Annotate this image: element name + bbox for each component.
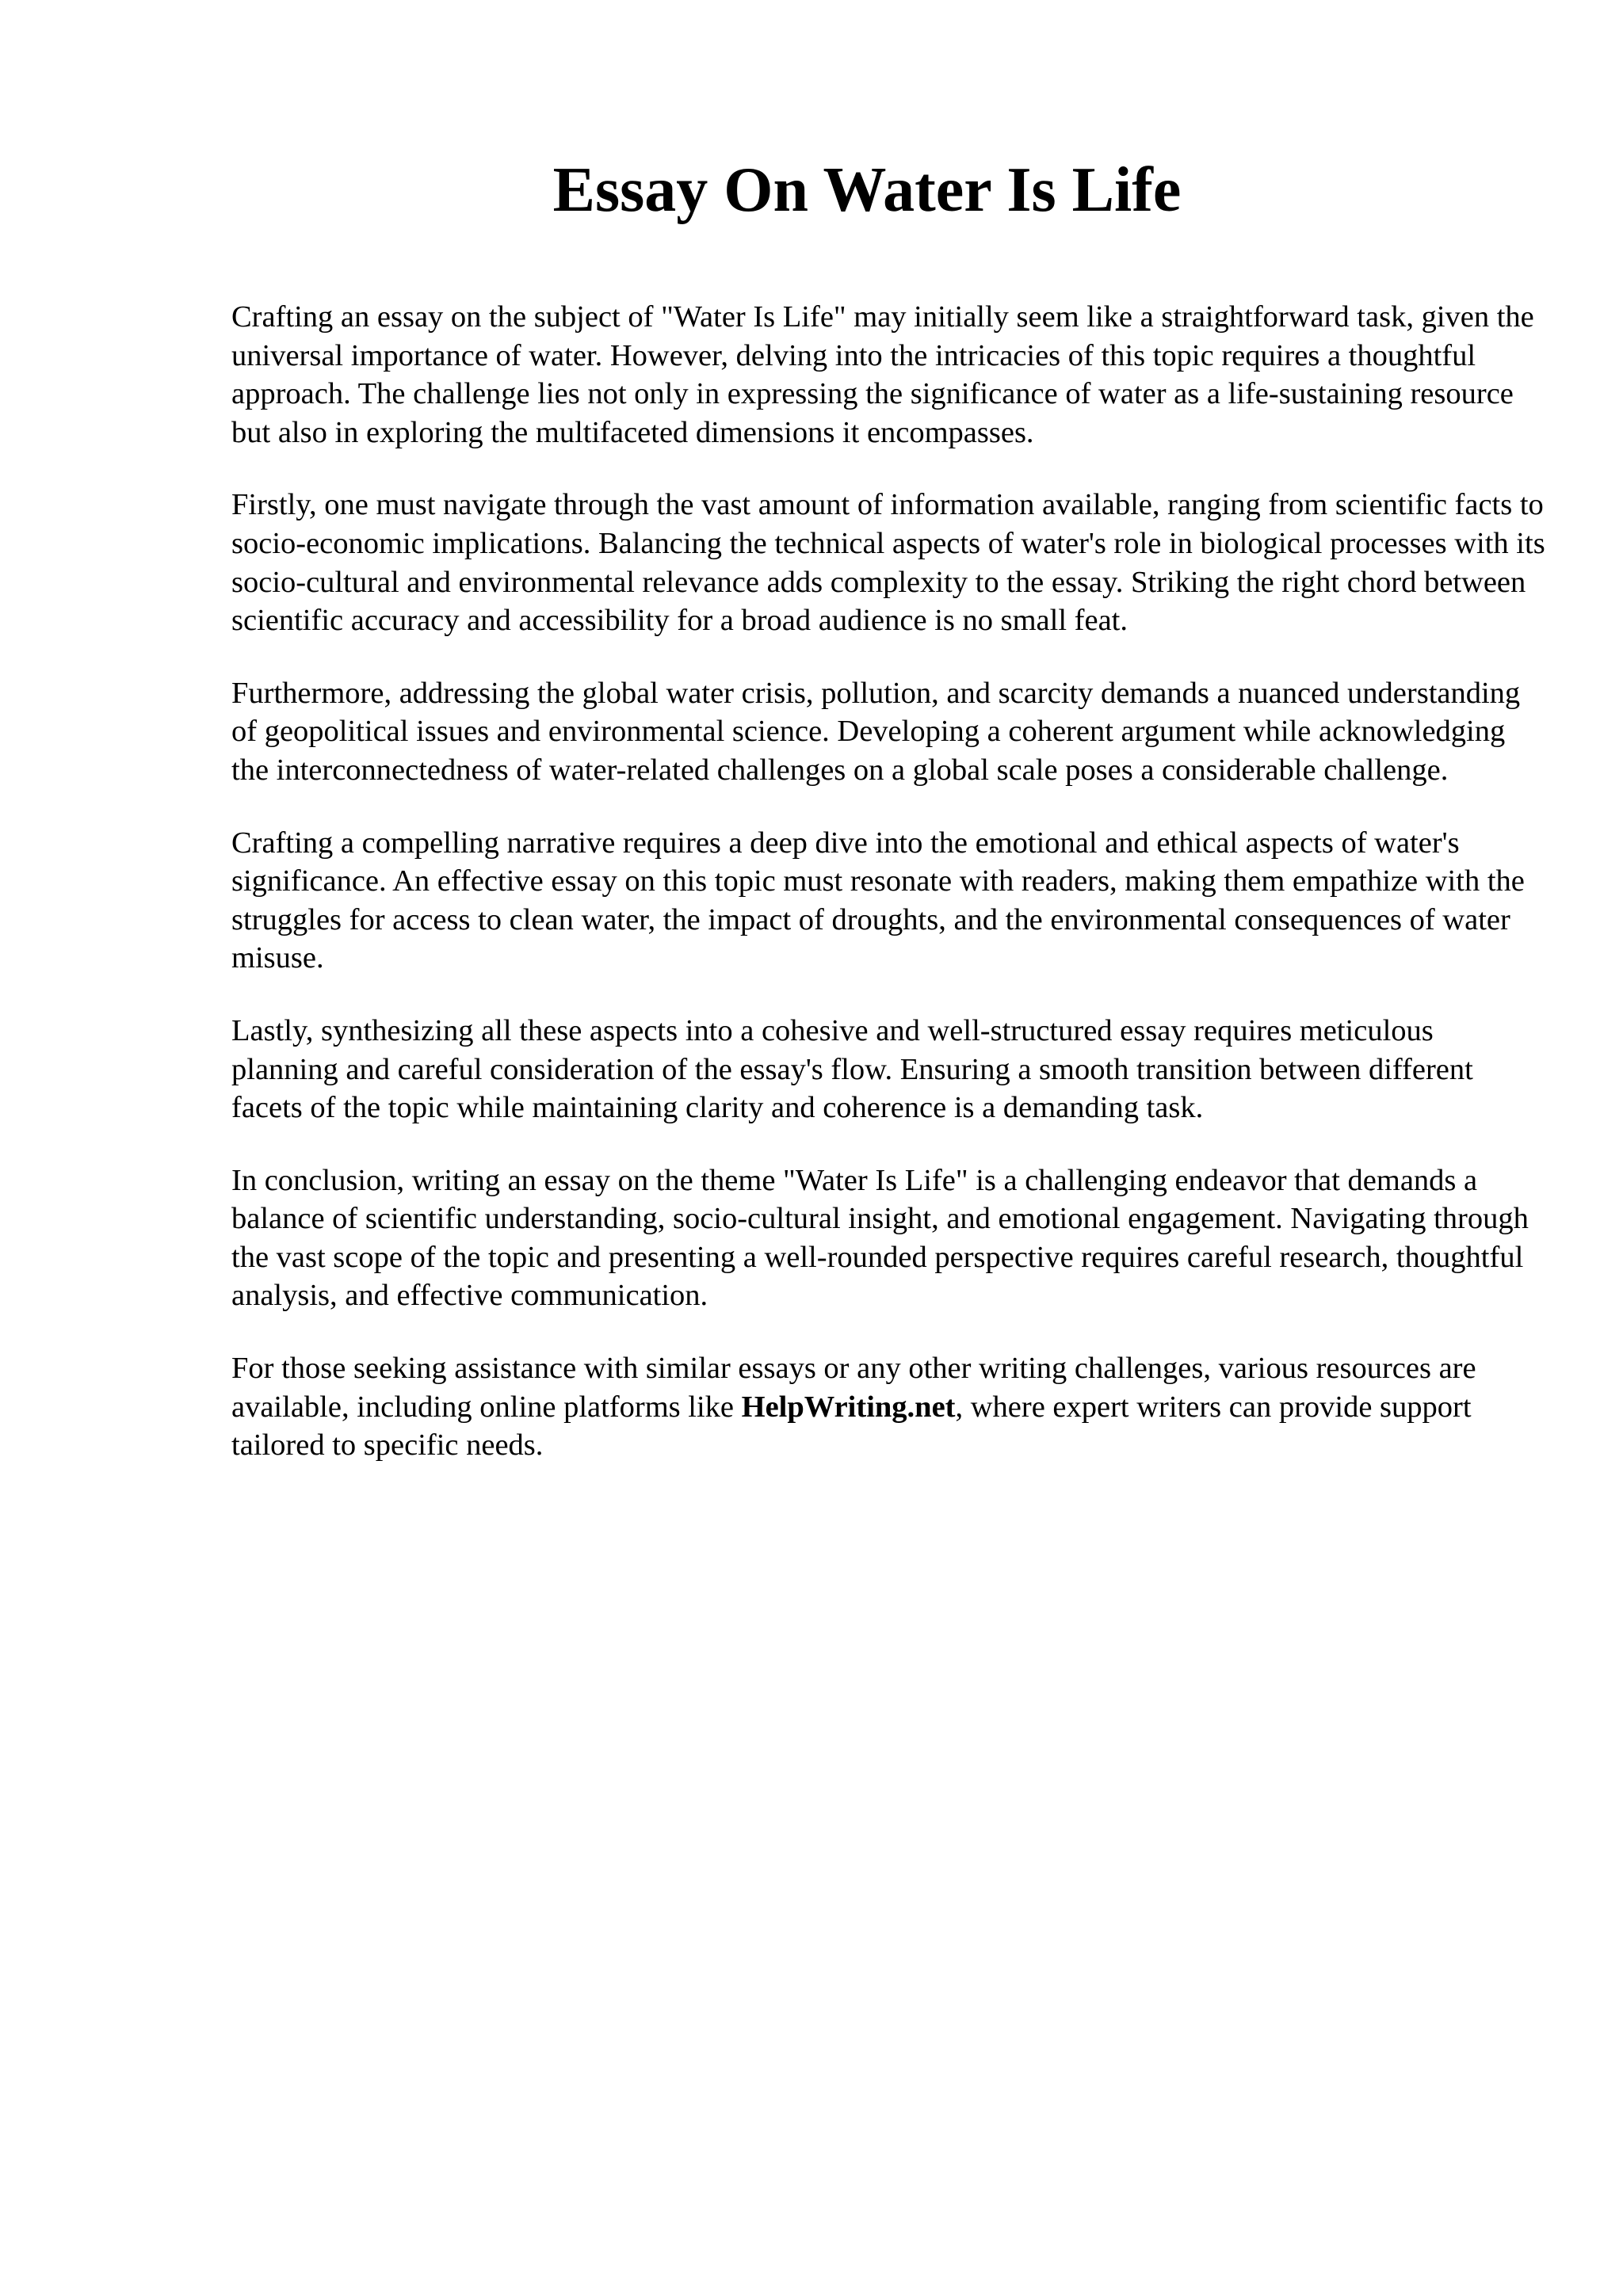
essay-body	[231, 298, 1547, 1499]
paragraph-global-crisis: Furthermore, addressing the global water crisis, pollution, and scarcity demands a nuanced understanding of geopolitical issues and environmental science. Developing a coherent argument while acknowledging the interconnectedness of water-related challenges on a global scale poses a considerable challenge.	[231, 676, 1521, 787]
closing-text-after: , where expert writers can provide support tailored to specific needs.	[231, 1390, 1472, 1463]
closing-text-before: For those seeking assistance with similar essays or any other writing challenges, various resources are available, including online platforms like	[231, 1352, 1476, 1424]
paragraph-conclusion: In conclusion, writing an essay on the theme "Water Is Life" is a challenging endeavor that demands a balance of scientific understanding, socio-cultural insight, and emotional engagement. Navigating through the vast scope of the topic and presenting a well-rounded perspective requires careful research, thoughtful analysis, and effective communication.	[231, 1163, 1529, 1313]
paragraph-closing	[231, 1349, 1547, 1465]
paragraph-intro: Crafting an essay on the subject of "Water Is Life" may initially seem like a straightforward task, given the universal importance of water. However, delving into the intricacies of this topic requires a thoughtful approach. The challenge lies not only in expressing the significance of water as a life-sustaining resource but also in exploring the multifaceted dimensions it encompasses.	[231, 300, 1534, 449]
paragraph-information: Firstly, one must navigate through the vast amount of information available, ranging from scientific facts to socio-economic implications. Balancing the technical aspects of water's role in biological processes with its socio-cultural and environmental relevance adds complexity to the essay. Striking the right chord between scientific accuracy and accessibility for a broad audience is no small feat.	[231, 488, 1545, 638]
page-title: Essay On Water Is Life	[552, 155, 1182, 225]
paragraph-synthesis: Lastly, synthesizing all these aspects into a cohesive and well-structured essay requires meticulous planning and careful consideration of the essay's flow. Ensuring a smooth transition between different facets of the topic while maintaining clarity and coherence is a demanding task.	[231, 1013, 1473, 1125]
helpwriting-brand-link[interactable]: HelpWriting.net	[741, 1390, 956, 1424]
paragraph-narrative: Crafting a compelling narrative requires a deep dive into the emotional and ethical aspects of water's significance. An effective essay on this topic must resonate with readers, making them empathize with the struggles for access to clean water, the impact of droughts, and the environmental consequences of water misuse.	[231, 826, 1525, 975]
